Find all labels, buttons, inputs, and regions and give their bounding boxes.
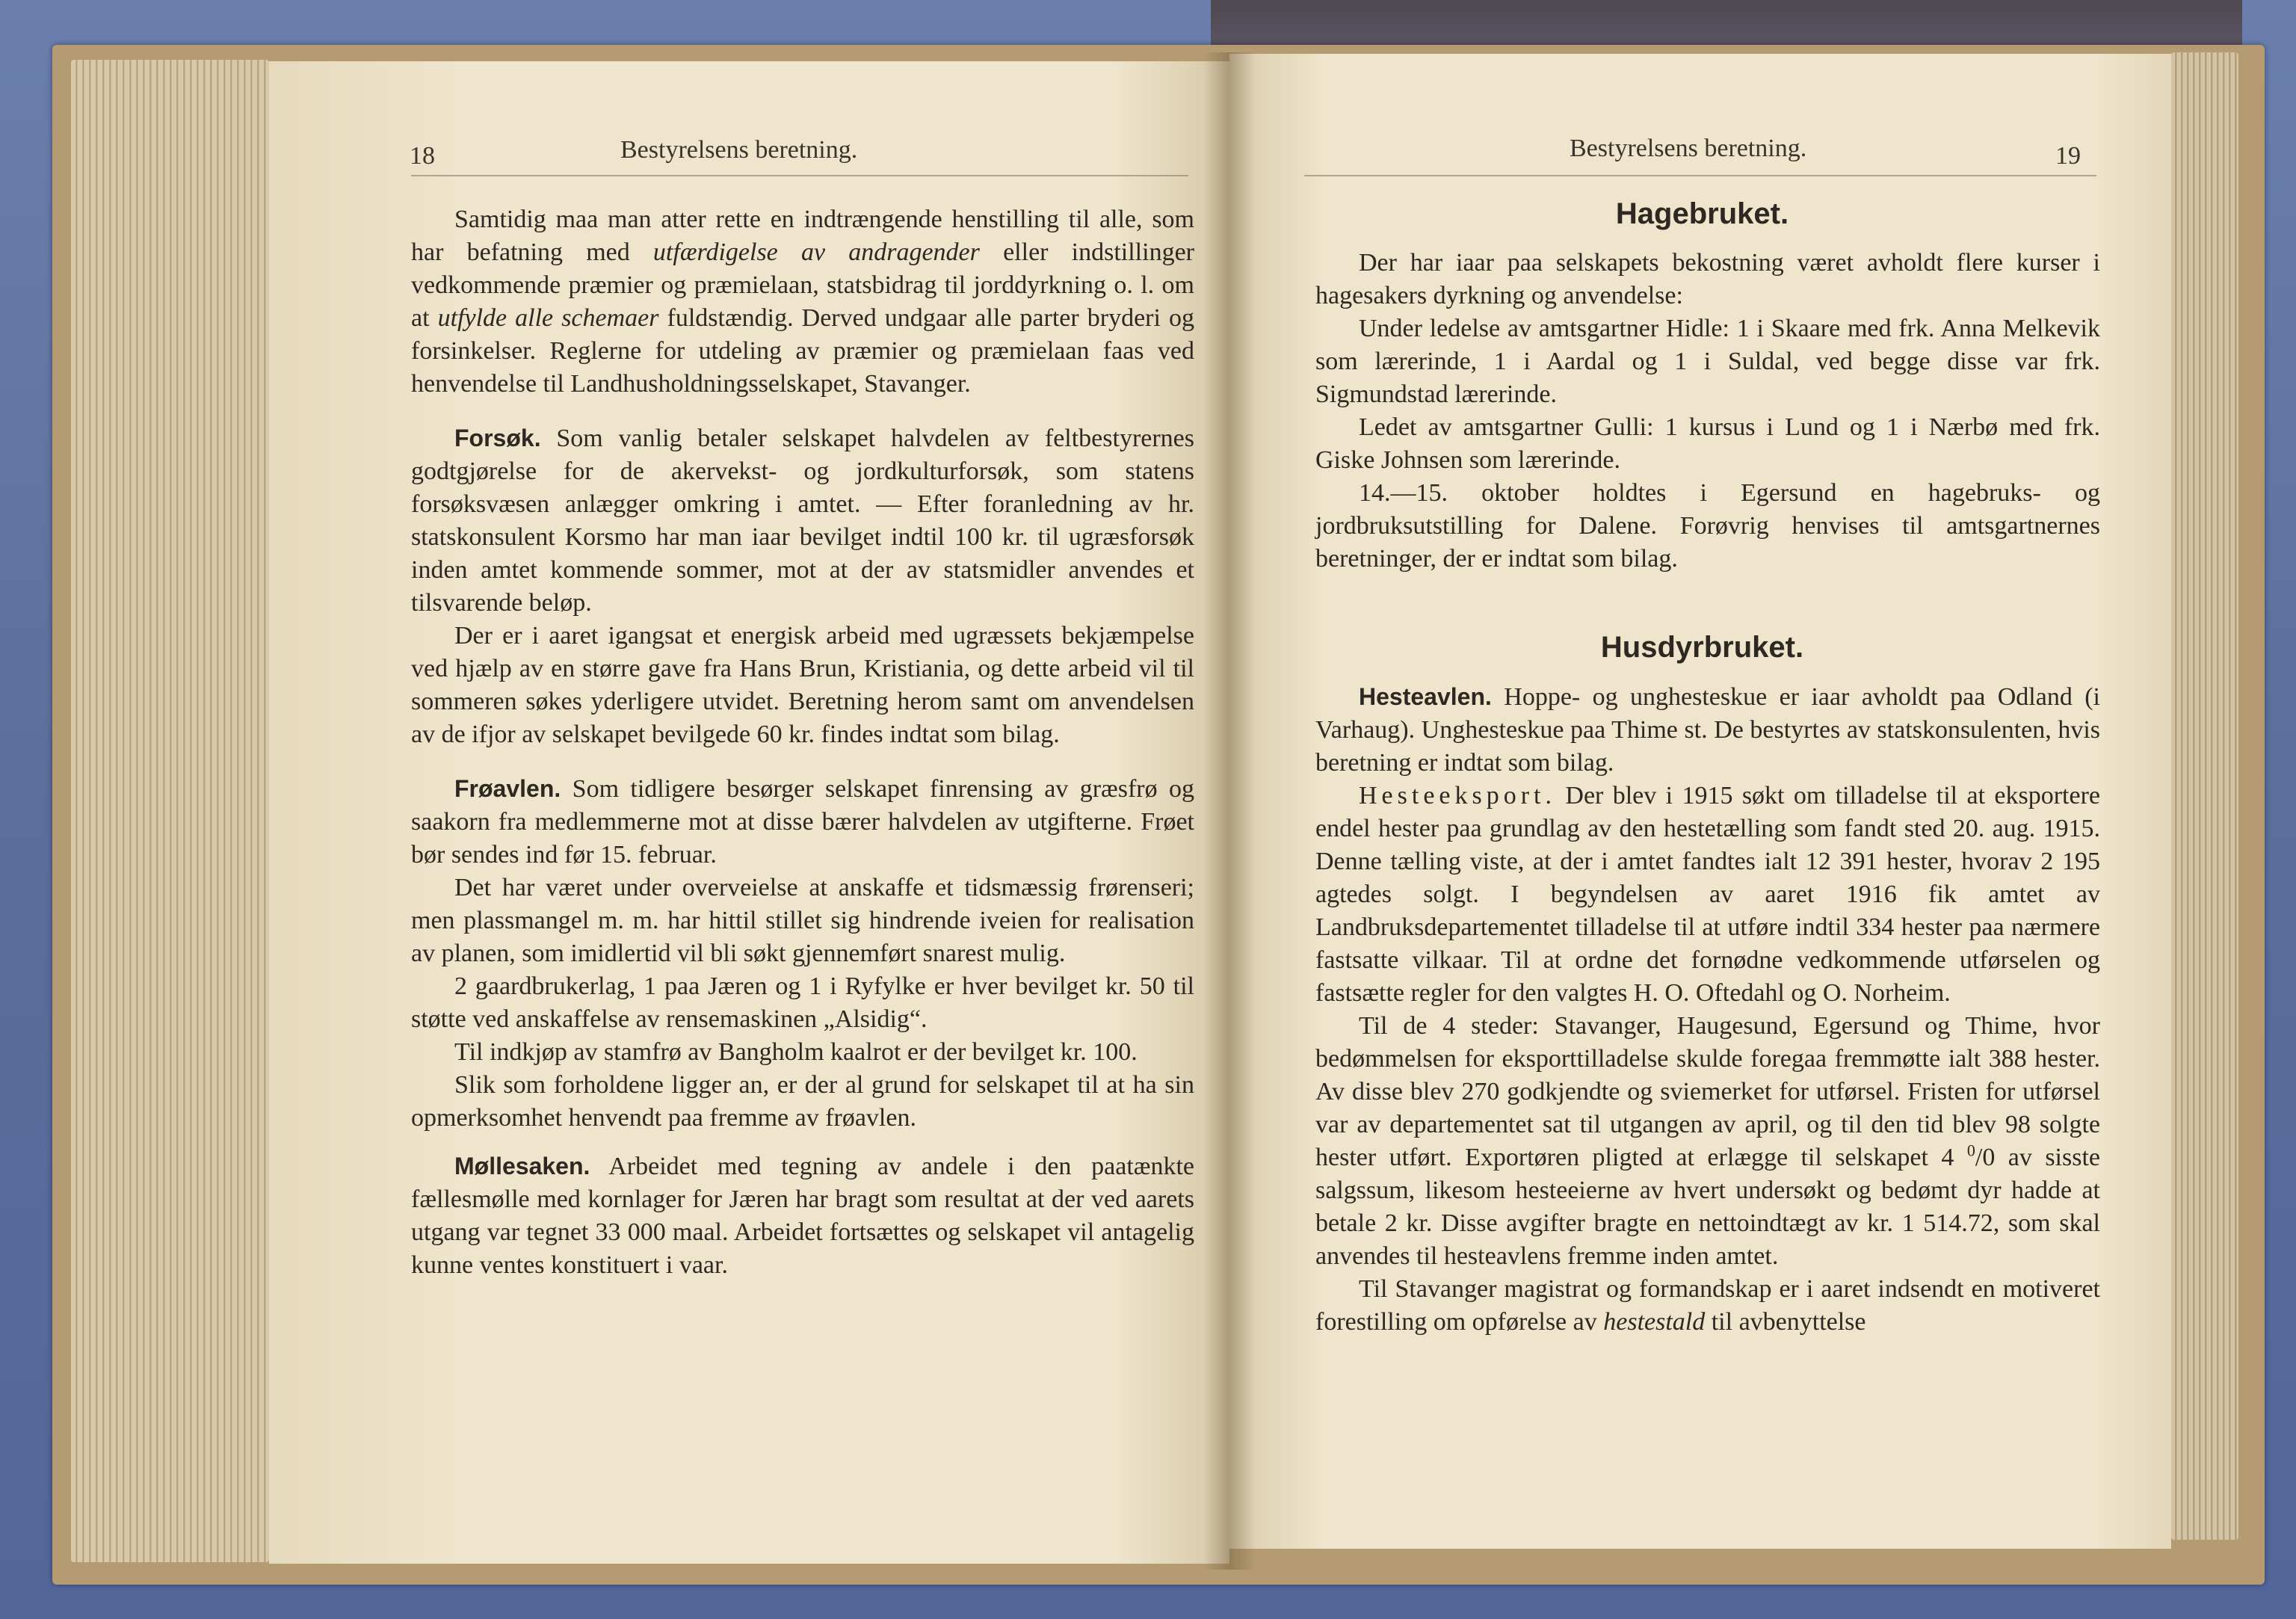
section-title-hagebruket: Hagebruket. — [1615, 197, 1789, 230]
paragraph: Det har været under overveielse at anskaffe et tidsmæssig frørenseri; men plassmangel m. m. har hittil stillet sig hindrende iveien for realisation av planen, som imidlertid vil bli søkt gjennemført snarest mulig. — [411, 874, 1194, 967]
husdyrbruket-body — [1315, 680, 2100, 1339]
paragraph-froavlen: Frøavlen. Som tidligere besørger selskapet finrensing av græsfrø og saakorn fra medlemmerne mot at disse bærer halvdelen av utgifterne. Frøet bør sendes ind før 15. februar. — [411, 775, 1194, 869]
paragraph: Til Stavanger magistrat og formandskap er i aaret indsendt en motiveret forestilling om opførelse av hestestald til avbenyttelse — [1315, 1275, 2100, 1336]
run-in-heading: Møllesaken. — [454, 1153, 590, 1179]
emphasis: hestestald — [1603, 1308, 1706, 1336]
spaced-heading: Hesteeksport. — [1359, 782, 1557, 810]
running-head: Bestyrelsens beretning. — [1570, 135, 1807, 162]
emphasis: utfylde alle schemaer — [437, 304, 659, 332]
run-in-heading: Hesteavlen. — [1359, 683, 1492, 710]
left-page-body — [411, 203, 1194, 1282]
run-in-heading: Forsøk. — [454, 425, 541, 451]
paragraph: 14.—15. oktober holdtes i Egersund en hagebruks- og jordbruksutstilling for Dalene. Forøvrig henvises til amtsgartnernes beretninger, der er indtat som bilag. — [1315, 479, 2100, 573]
run-in-heading: Frøavlen. — [454, 775, 561, 802]
paragraph-forsok: Forsøk. Som vanlig betaler selskapet halvdelen av feltbestyrernes godtgjørelse for de akervekst- og jordkulturforsøk, som statens forsøksvæsen anlægger omkring i amtet. — Efter foranledning av hr. statskonsulent Korsmo har man iaar bevilget indtil 100 kr. til ugræsforsøk inden amtet kommende sommer, mot at der av statsmidler anvendes et tilsvarende beløp. — [411, 425, 1194, 617]
page-number: 19 — [2055, 142, 2081, 170]
paragraph-hesteeksport: Hesteeksport. Der blev i 1915 søkt om tilladelse til at eksportere endel hester paa grundlag av den hestetælling som fandt sted 20. aug. 1915. Denne tælling viste, at der i amtet fandtes ialt 12 391 hester, hvorav 2 195 agtedes solgt. I begyndelsen av aaret 1916 fik amtet av Landbruksdepartementet tilladelse til at utføre indtil 334 hester paa nærmere fastsatte vilkaar. Til at ordne det fornødne vedkommende utførselen og fastsætte regler for den valgtes H. O. Oftedahl og O. Norheim. — [1315, 782, 2100, 1007]
book-gutter — [1203, 52, 1256, 1570]
right-page — [1229, 54, 2171, 1549]
paragraph: Til de 4 steder: Stavanger, Haugesund, Egersund og Thime, hvor bedømmelsen for eksporttilladelse skulde foregaa fremmøtte ialt 388 hester. Av disse blev 270 godkjendte og sviemerket for utførsel. Fristen for utførsel var av departementet sat til utgangen av april, og til den tid blev 98 solgte hester utført. Exportøren pligted at erlægge til selskapet 4 $^0$/0 av sisste salgssum, likesom hesteeierne av hvert undersøkt og bedømt dyr hadde at betale 2 kr. Disse avgifter bragte en nettoindtægt av kr. 1 514.72, som skal anvendes til hesteavlens fremme inden amtet. — [1315, 1012, 2101, 1270]
section-title-husdyrbruket: Husdyrbruket. — [1600, 631, 1804, 664]
paragraph: 2 gaardbrukerlag, 1 paa Jæren og 1 i Ryfylke er hver bevilget kr. 50 til støtte ved anskaffelse av rensemaskinen „Alsidig“. — [411, 972, 1194, 1033]
right-page-stack — [2171, 52, 2238, 1540]
left-page — [269, 61, 1229, 1564]
header-rule — [411, 175, 1188, 176]
paragraph: Under ledelse av amtsgartner Hidle: 1 i Skaare med frk. Anna Melkevik som lærerinde, 1 i Aardal og 1 i Suldal, ved begge disse var frk. Sigmundstad lærerinde. — [1315, 315, 2100, 408]
paragraph: Samtidig maa man atter rette en indtrængende henstilling til alle, som har befatning med utfærdigelse av andragender eller indstillinger vedkommende præmier og præmielaan, statsbidrag til jorddyrkning o. l. om at utfylde alle schemaer fuldstændig. Derved undgaar alle parter bryderi og forsinkelser. Reglerne for utdeling av præmier og præmielaan faas ved henvendelse til Landhusholdningsselskapet, Stavanger. — [411, 206, 1194, 398]
emphasis: utfærdigelse av andragender — [652, 238, 980, 266]
paragraph-hesteavlen: Hesteavlen. Hoppe- og unghesteskue er iaar avholdt paa Odland (i Varhaug). Unghesteskue paa Thime st. De bestyrtes av statskonsulenten, hvis beretning er indtat som bilag. — [1315, 683, 2100, 777]
paragraph: Ledet av amtsgartner Gulli: 1 kursus i Lund og 1 i Nærbø med frk. Giske Johnsen som lærerinde. — [1315, 413, 2100, 474]
paragraph: Slik som forholdene ligger an, er der al grund for selskapet til at ha sin opmerksomhet henvendt paa fremme av frøavlen. — [411, 1071, 1194, 1132]
header-rule — [1304, 175, 2096, 176]
page-number: 18 — [410, 142, 435, 170]
hagebruket-body — [1315, 247, 2100, 576]
paragraph: Til indkjøp av stamfrø av Bangholm kaalrot er der bevilget kr. 100. — [454, 1038, 1138, 1066]
paragraph: Der er i aaret igangsat et energisk arbeid med ugræssets bekjæmpelse ved hjælp av en større gave fra Hans Brun, Kristiania, og dette arbeid vil til sommeren søkes yderligere utvidet. Beretning herom samt om anvendelsen av de ifjor av selskapet bevilgede 60 kr. findes indtat som bilag. — [411, 622, 1194, 748]
paragraph: Der har iaar paa selskapets bekostning været avholdt flere kurser i hagesakers dyrkning og anvendelse: — [1315, 249, 2100, 309]
running-head: Bestyrelsens beretning. — [620, 136, 858, 164]
superscript: 0 — [1966, 1141, 1975, 1160]
paragraph-mollesaken: Møllesaken. Arbeidet med tegning av andele i den paatænkte fællesmølle med kornlager for Jæren har bragt som resultat at der ved aarets utgang var tegnet 33 000 maal. Arbeidet fortsættes og selskapet vil antagelig kunne ventes konstituert i vaar. — [411, 1153, 1194, 1279]
left-page-stack — [71, 60, 269, 1562]
